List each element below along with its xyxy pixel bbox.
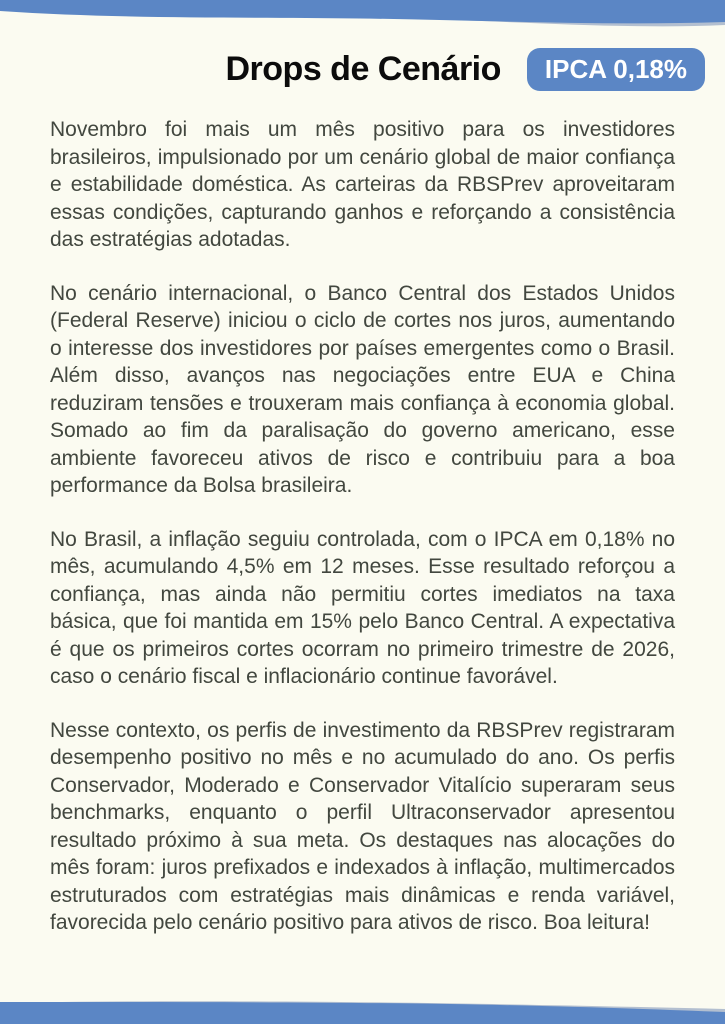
paragraph-brazil-inflation: No Brasil, a inflação seguiu controlada, com o IPCA em 0,18% no mês, acumulando 4,5% em 12 meses. Esse resultado reforçou a confiança, mas ainda não permitiu cortes imediatos na taxa básica, que foi mantida em 15% pelo Banco Central. A expectativa é que os primeiros cortes ocorram no primeiro trimestre de 2026, caso o cenário fiscal e inflacionário continue favorável.: [50, 527, 675, 688]
paragraph-investment-profiles: Nesse contexto, os perfis de investimento da RBSPrev registraram desempenho positivo no mês e no acumulado do ano. Os perfis Conservador, Moderado e Conservador Vitalício superaram seus benchmarks, enquanto o perfil Ultraconservador apresentou resultado próximo à sua meta. Os destaques nas alocações do mês foram: juros prefixados e indexados à inflação, multimercados estruturados com estratégias mais dinâmicas e renda variável, favorecida pelo cenário positivo para ativos de risco. Boa leitura!: [50, 718, 675, 934]
bottom-wave-decoration: [0, 992, 725, 1024]
page-title: Drops de Cenário: [225, 50, 501, 88]
header: [0, 48, 705, 91]
article-body: [50, 116, 675, 937]
ipca-badge: IPCA 0,18%: [527, 48, 705, 91]
paragraph-intro: Novembro foi mais um mês positivo para os investidores brasileiros, impulsionado por um cenário global de maior confiança e estabilidade doméstica. As carteiras da RBSPrev aproveitaram essas condições, capturando ganhos e reforçando a consistência das estratégias adotadas.: [50, 118, 675, 251]
paragraph-international-scenario: No cenário internacional, o Banco Central dos Estados Unidos (Federal Reserve) iniciou o ciclo de cortes nos juros, aumentando o interesse dos investidores por países emergentes como o Brasil. Além disso, avanços nas negociações entre EUA e China reduziram tensões e trouxeram mais confiança à economia global. Somado ao fim da paralisação do governo americano, esse ambiente favoreceu ativos de risco e contribuiu para a boa performance da Bolsa brasileira.: [50, 281, 675, 497]
top-wave-decoration: [0, 0, 725, 32]
